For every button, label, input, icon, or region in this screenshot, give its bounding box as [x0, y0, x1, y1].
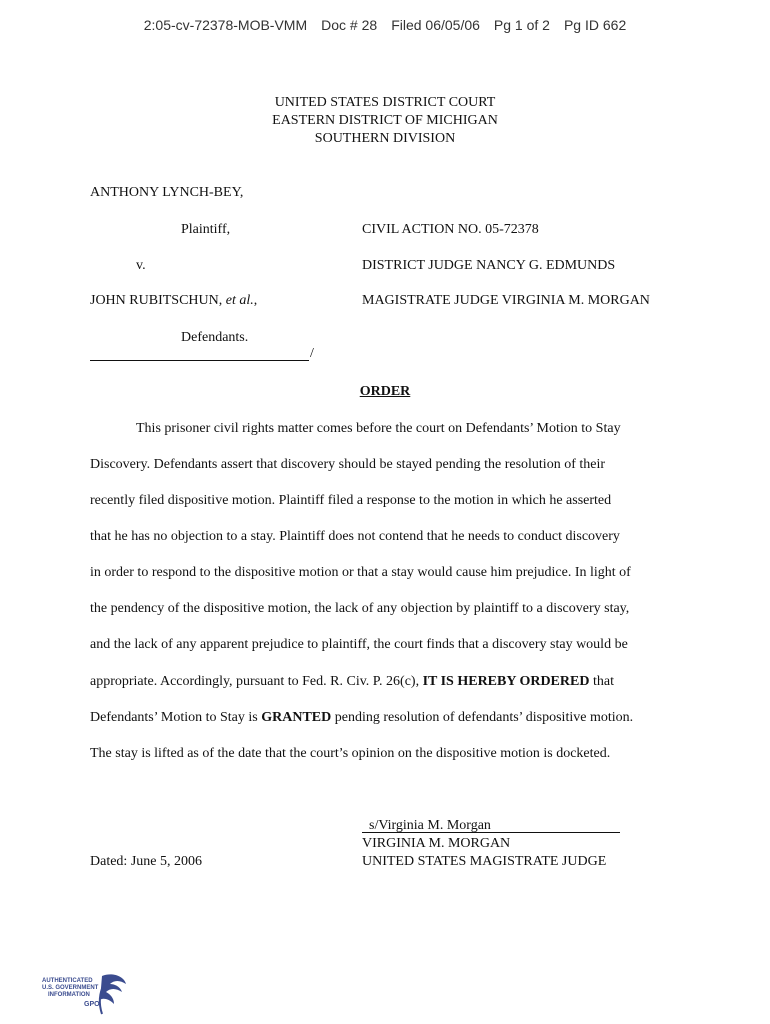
order-line-5: in order to respond to the dispositive motion or that a stay would cause him prejudice. In light of	[90, 565, 631, 580]
eagle-wing-shape	[100, 974, 126, 1004]
page-id: Pg ID 662	[563, 17, 627, 33]
order-line-2: Discovery. Defendants assert that discovery should be stayed pending the resolution of their	[90, 457, 606, 472]
order-line-8	[90, 674, 614, 690]
seal-line-4: GPO	[84, 1001, 100, 1008]
defendant-role: Defendants.	[181, 330, 249, 345]
it-is-hereby-ordered: IT IS HEREBY ORDERED	[422, 674, 590, 689]
court-name: UNITED STATES DISTRICT COURT	[274, 95, 496, 110]
magistrate-judge: MAGISTRATE JUDGE VIRGINIA M. MORGAN	[362, 293, 650, 308]
order-line-3: recently filed dispositive motion. Plaintiff filed a response to the motion in which he asserted	[90, 493, 612, 508]
order-title: ORDER	[359, 384, 411, 399]
civil-action-number: CIVIL ACTION NO. 05-72378	[362, 222, 539, 237]
filed-date: Filed 06/05/06	[391, 17, 480, 33]
signer-name: VIRGINIA M. MORGAN	[362, 836, 511, 851]
seal-line-1: AUTHENTICATED	[42, 978, 93, 984]
order-line-1: This prisoner civil rights matter comes before the court on Defendants’ Motion to Stay	[136, 421, 621, 436]
order-line-4: that he has no objection to a stay. Plaintiff does not contend that he needs to conduct discovery	[90, 529, 620, 544]
court-heading	[0, 94, 770, 148]
order-line-9-post: pending resolution of defendants’ dispositive motion.	[331, 710, 634, 725]
caption-rule	[90, 360, 309, 361]
order-line-9-pre: Defendants’ Motion to Stay is	[90, 710, 262, 725]
order-line-8-pre: appropriate. Accordingly, pursuant to Fed. R. Civ. P. 26(c),	[90, 674, 423, 689]
defendant-comma: ,	[253, 293, 258, 308]
seal-line-2: U.S. GOVERNMENT	[42, 985, 99, 991]
doc-number: Doc # 28	[321, 17, 378, 33]
case-number: 2:05-cv-72378-MOB-VMM	[143, 17, 308, 33]
caption-slash: /	[310, 346, 314, 361]
court-division: SOUTHERN DIVISION	[314, 131, 456, 146]
plaintiff-role: Plaintiff,	[181, 222, 231, 237]
gpo-eagle-icon	[40, 970, 130, 1018]
dated-line: Dated: June 5, 2006	[90, 854, 202, 869]
court-district: EASTERN DISTRICT OF MICHIGAN	[272, 113, 498, 128]
seal-line-3: INFORMATION	[48, 992, 90, 998]
gpo-seal	[40, 970, 130, 1018]
order-line-9	[90, 710, 633, 726]
plaintiff-name: ANTHONY LYNCH-BEY,	[90, 185, 244, 200]
defendant-etal: et al.	[225, 293, 254, 308]
filing-header	[0, 17, 770, 33]
signer-title: UNITED STATES MAGISTRATE JUDGE	[362, 854, 607, 869]
order-line-7: and the lack of any apparent prejudice to plaintiff, the court finds that a discovery stay would be	[90, 637, 628, 652]
e-signature: s/Virginia M. Morgan	[369, 818, 491, 833]
defendant-name-text: JOHN RUBITSCHUN,	[90, 293, 223, 308]
order-line-10: The stay is lifted as of the date that the court’s opinion on the dispositive motion is docketed.	[90, 746, 611, 761]
page-count: Pg 1 of 2	[493, 17, 550, 33]
granted-text: GRANTED	[261, 710, 332, 725]
order-line-6: the pendency of the dispositive motion, the lack of any objection by plaintiff to a discovery stay,	[90, 601, 630, 616]
district-judge: DISTRICT JUDGE NANCY G. EDMUNDS	[362, 258, 616, 273]
order-line-8-post: that	[589, 674, 614, 689]
versus-label: v.	[136, 258, 146, 273]
defendant-name	[90, 293, 257, 309]
